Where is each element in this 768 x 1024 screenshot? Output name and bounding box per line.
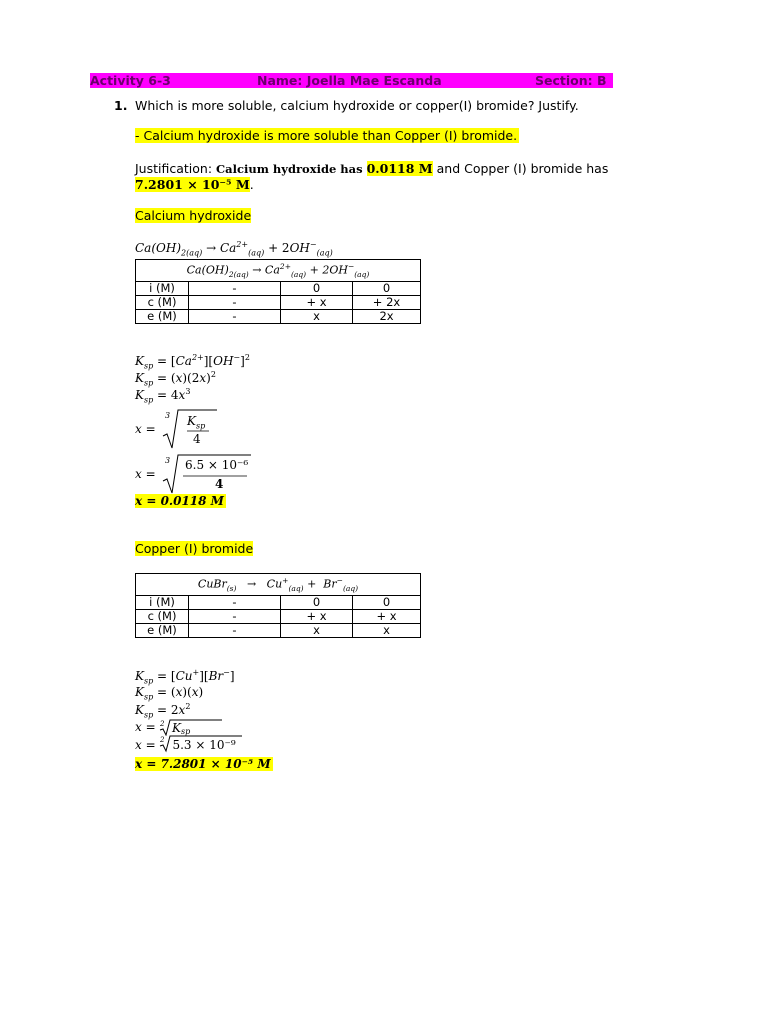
cell: -: [189, 295, 281, 309]
svg-text:3: 3: [165, 456, 171, 465]
svg-text:2: 2: [160, 736, 165, 744]
cell: x: [281, 309, 353, 323]
calcium-solubility-value: 0.0118 M: [366, 161, 433, 176]
calcium-equation: $Ca(OH)_{2(aq)} \to Ca^{2+}_{(aq)} + 2OH^-_{(aq)}$: [135, 240, 333, 258]
cell: x: [281, 623, 353, 637]
question-text: Which is more soluble, calcium hydroxide or copper(I) bromide? Justify.: [135, 98, 579, 113]
copper-root-formula: x = 2 K sp: [135, 719, 223, 736]
cell: 0: [353, 281, 421, 295]
cell: -: [189, 281, 281, 295]
row-label: e (M): [136, 309, 189, 323]
calcium-table-equation: $Ca(OH)_{2(aq)} \to Ca^{2+}_{(aq)} + 2OH^-_{(aq)}$: [136, 260, 421, 282]
table-row: [136, 281, 421, 295]
calcium-ksp-expression: $K_{sp} = [Ca^{2+}][OH^-]^2$: [135, 353, 250, 371]
copper-ksp-substitution: $K_{sp} = (x)(x)$: [135, 685, 204, 702]
table-row: [136, 295, 421, 309]
copper-result: x = 7.2801 × 10⁻⁵ M: [135, 757, 271, 771]
cell: -: [189, 623, 281, 637]
justification-line-2: [135, 177, 254, 192]
student-name: Name: Joella Mae Escanda: [257, 73, 442, 88]
cell: -: [189, 595, 281, 609]
cell: 2x: [353, 309, 421, 323]
calcium-root-formula: x = 3 $K_{sp}$ 4: [135, 408, 225, 448]
calcium-result: x = 0.0118 M: [135, 494, 224, 508]
copper-radicand: 5.3 × 10⁻⁹: [172, 738, 236, 752]
calcium-numerator: 6.5 × 10⁻⁶: [185, 458, 249, 472]
table-row: [136, 609, 421, 623]
cell: -: [189, 309, 281, 323]
cell: 0: [281, 281, 353, 295]
cell: x: [353, 623, 421, 637]
table-row: [136, 623, 421, 637]
cell: -: [189, 609, 281, 623]
cell: 0: [281, 595, 353, 609]
activity-label: Activity 6-3: [90, 73, 171, 88]
row-label: i (M): [136, 281, 189, 295]
section-label: Section: B: [535, 73, 607, 88]
calcium-root-values: x = 3 6.5 × 10⁻⁶ 4: [135, 453, 255, 495]
calcium-ice-table: [135, 259, 421, 324]
copper-table-equation: CuBr$_{(s)}$ → $Cu^+_{(aq)} + Br^-_{(aq)}$: [136, 574, 421, 596]
radical-sign-icon: [159, 719, 223, 736]
copper-solubility-value: 7.2801 × 10⁻⁵ M: [135, 177, 250, 192]
svg-text:3: 3: [165, 411, 171, 420]
copper-ksp-simplified: $K_{sp} = 2x^2$: [135, 702, 191, 720]
justification-part1: Calcium hydroxide has: [216, 162, 367, 176]
calcium-denominator: 4: [215, 477, 224, 491]
table-row: [136, 595, 421, 609]
svg-text:K: K: [172, 721, 182, 735]
table-row: [136, 309, 421, 323]
answer-text: - Calcium hydroxide is more soluble than Copper (I) bromide.: [135, 128, 518, 143]
cell: + 2x: [353, 295, 421, 309]
copper-ksp-expression: $K_{sp} = [Cu^+][Br^-]$: [135, 668, 235, 686]
justification-end: .: [249, 177, 254, 192]
row-label: i (M): [136, 595, 189, 609]
copper-ice-table: [135, 573, 421, 638]
row-label: c (M): [136, 295, 189, 309]
radical-sign-icon: [159, 735, 243, 753]
copper-heading: Copper (I) bromide: [135, 541, 254, 556]
justification-part2: and Copper (I) bromide has: [432, 161, 609, 176]
question-number: 1.: [114, 98, 128, 113]
calcium-heading: Calcium hydroxide: [135, 208, 252, 223]
cell: 0: [353, 595, 421, 609]
calcium-ksp-substitution: $K_{sp} = (x)(2x)^2$: [135, 370, 216, 388]
cell: + x: [353, 609, 421, 623]
row-label: c (M): [136, 609, 189, 623]
copper-root-values: x = 2 5.3 × 10⁻⁹: [135, 738, 236, 752]
justification-label: Justification:: [135, 161, 217, 176]
cell: + x: [281, 295, 353, 309]
cell: + x: [281, 609, 353, 623]
row-label: e (M): [136, 623, 189, 637]
svg-text:sp: sp: [181, 727, 191, 736]
calcium-ksp-simplified: $K_{sp} = 4x^3$: [135, 387, 191, 405]
svg-text:2: 2: [160, 720, 165, 728]
justification-line-1: [135, 161, 608, 176]
